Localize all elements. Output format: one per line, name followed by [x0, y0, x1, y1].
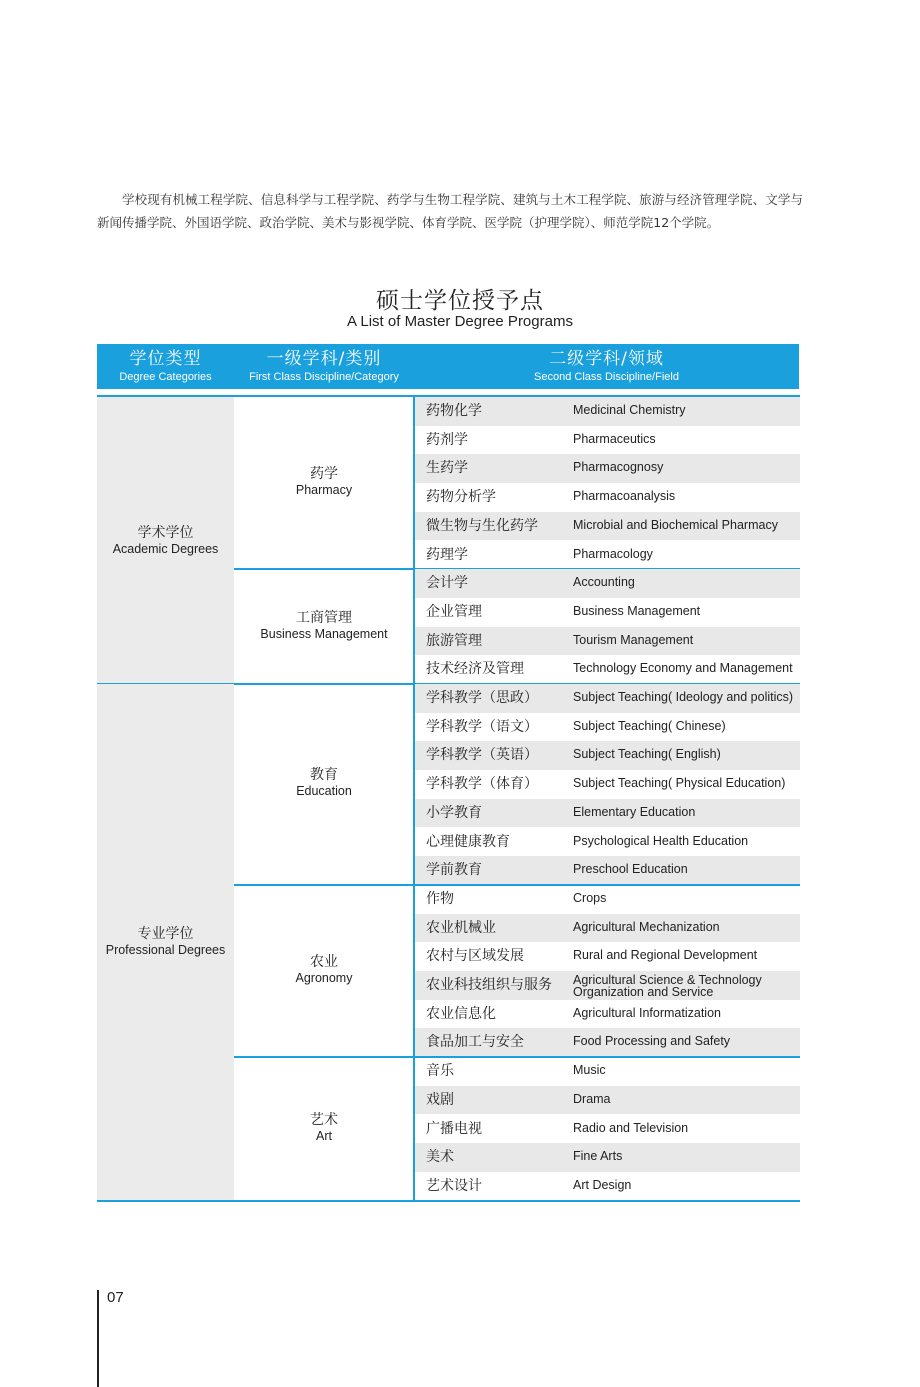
table-row	[414, 512, 800, 541]
table-row	[414, 741, 800, 770]
field-name-en: Tourism Management	[573, 632, 694, 647]
field-name-zh: 药物化学	[426, 403, 482, 419]
field-name-zh: 学科教学（思政）	[426, 690, 538, 706]
field-name-en: Microbial and Biochemical Pharmacy	[573, 517, 778, 532]
table-row	[414, 1143, 800, 1172]
field-name-zh: 学科教学（体育）	[426, 776, 538, 793]
discipline-label-en: Education	[296, 784, 352, 799]
table-row	[414, 1172, 800, 1201]
field-name-en: Drama	[573, 1091, 611, 1106]
table-row	[414, 1028, 800, 1057]
degree-label	[97, 926, 234, 958]
field-name-zh: 会计学	[426, 575, 468, 592]
field-name-zh: 药剂学	[426, 431, 468, 448]
field-name-en: Subject Teaching( English)	[573, 747, 721, 762]
programs-table	[97, 389, 800, 1208]
field-name-en: Subject Teaching( Chinese)	[573, 718, 726, 733]
field-name-zh: 农村与区域发展	[426, 948, 524, 965]
header-col3-zh: 二级学科/领域	[549, 349, 664, 369]
field-name-en: Preschool Education	[573, 862, 688, 877]
field-name-zh: 广播电视	[426, 1120, 482, 1137]
field-name-zh: 学前教育	[426, 862, 482, 879]
discipline-label	[234, 1112, 414, 1144]
field-name-en: Agricultural Informatization	[573, 1005, 721, 1020]
table-row	[414, 856, 800, 885]
table-row	[414, 914, 800, 943]
field-name-zh: 戏剧	[426, 1091, 454, 1108]
discipline-label-en: Art	[316, 1128, 332, 1143]
table-row	[414, 541, 800, 570]
discipline-label-zh: 教育	[310, 767, 338, 784]
degree-divider	[97, 1200, 800, 1202]
field-name-en: Rural and Regional Development	[573, 948, 758, 963]
discipline-label-zh: 艺术	[310, 1111, 338, 1128]
table-row	[414, 483, 800, 512]
field-name-zh: 农业机械业	[426, 919, 496, 936]
page-number: 07	[107, 1289, 124, 1306]
field-name-zh: 企业管理	[426, 603, 482, 620]
field-name-en: Business Management	[573, 603, 701, 618]
field-name-en: Technology Economy and Management	[573, 661, 793, 676]
table-row	[414, 770, 800, 799]
table-row	[414, 655, 800, 684]
header-degree-categories	[97, 344, 234, 389]
header-second-class	[414, 344, 799, 389]
field-name-en: Crops	[573, 890, 607, 905]
field-name-zh: 音乐	[426, 1063, 454, 1080]
discipline-label-en: Business Management	[260, 626, 388, 641]
field-name-zh: 药理学	[426, 546, 468, 563]
table-row	[414, 684, 800, 713]
table-row	[414, 1086, 800, 1115]
header-col1-en: Degree Categories	[119, 371, 212, 383]
table-row	[414, 1057, 800, 1086]
header-first-class	[234, 344, 414, 389]
field-name-zh: 技术经济及管理	[426, 661, 524, 678]
field-name-en: Food Processing and Safety	[573, 1034, 731, 1049]
degree-label	[97, 525, 234, 557]
field-name-zh: 食品加工与安全	[426, 1034, 524, 1051]
field-name-en: Fine Arts	[573, 1149, 623, 1164]
column-divider	[413, 397, 415, 1201]
field-name-en: Psychological Health Education	[573, 833, 749, 848]
field-name-en: Radio and Television	[573, 1120, 689, 1135]
table-row	[414, 942, 800, 971]
field-name-zh: 美术	[426, 1149, 454, 1166]
field-name-en: Agricultural Science & Technology Organization and Service	[573, 973, 762, 999]
field-name-en: Pharmacology	[573, 546, 653, 561]
header-col1-zh: 学位类型	[129, 349, 202, 369]
table-row	[414, 627, 800, 656]
field-name-en: Pharmacognosy	[573, 460, 664, 475]
table-row	[414, 454, 800, 483]
table-row	[414, 1115, 800, 1144]
field-name-en: Medicinal Chemistry	[573, 403, 686, 417]
field-name-en: Music	[573, 1063, 606, 1078]
field-name-zh: 小学教育	[426, 804, 482, 821]
discipline-label	[234, 767, 414, 799]
field-name-zh: 农业科技组织与服务	[426, 977, 552, 993]
field-name-zh: 作物	[426, 890, 454, 907]
discipline-label-zh: 工商管理	[296, 609, 352, 626]
degree-label-en: Professional Degrees	[105, 943, 226, 958]
field-name-zh: 艺术设计	[426, 1177, 482, 1194]
table-row	[414, 971, 800, 1000]
table-row	[414, 885, 800, 914]
header-col2-en: First Class Discipline/Category	[249, 371, 399, 383]
field-name-zh: 生药学	[426, 460, 468, 477]
field-name-en: Art Design	[573, 1177, 632, 1192]
field-name-en: Pharmaceutics	[573, 431, 656, 446]
field-name-zh: 微生物与生化药学	[426, 517, 538, 534]
discipline-label	[234, 610, 414, 642]
degree-label-zh: 学术学位	[137, 524, 194, 541]
field-name-zh: 学科教学（英语）	[426, 747, 538, 764]
discipline-label	[234, 954, 414, 986]
field-name-en: Pharmacoanalysis	[573, 489, 676, 504]
table-row	[414, 1000, 800, 1029]
page-title-zh: 硕士学位授予点	[376, 288, 544, 314]
discipline-label-zh: 药学	[310, 466, 338, 483]
table-header	[97, 344, 799, 389]
degree-label-en: Academic Degrees	[112, 541, 219, 556]
page-title-en: A List of Master Degree Programs	[347, 313, 573, 330]
field-name-zh: 旅游管理	[426, 632, 482, 649]
discipline-label-en: Agronomy	[295, 971, 353, 985]
discipline-label-zh: 农业	[310, 954, 338, 970]
field-name-zh: 农业信息化	[426, 1005, 496, 1022]
field-name-en: Subject Teaching( Ideology and politics)	[573, 690, 794, 704]
table-row	[414, 397, 800, 426]
field-name-en: Accounting	[573, 575, 635, 590]
discipline-label	[234, 466, 414, 498]
discipline-label-en: Pharmacy	[295, 483, 353, 498]
degree-label-zh: 专业学位	[137, 926, 194, 943]
table-row	[414, 828, 800, 857]
table-row	[414, 713, 800, 742]
field-name-en: Elementary Education	[573, 804, 696, 819]
table-row	[414, 569, 800, 598]
table-row	[414, 426, 800, 455]
field-name-en: Agricultural Mechanization	[573, 919, 720, 934]
intro-paragraph: 学校现有机械工程学院、信息科学与工程学院、药学与生物工程学院、建筑与土木工程学院、旅游与经济管理学院、文学与新闻传播学院、外国语学院、政治学院、美术与影视学院、体育学院、医学院（护理学院）、师范学院12个学院。	[97, 192, 803, 230]
page-margin-rule	[97, 1290, 99, 1387]
header-col3-en: Second Class Discipline/Field	[534, 371, 679, 383]
field-name-zh: 药物分析学	[426, 489, 496, 506]
table-row	[414, 799, 800, 828]
field-name-zh: 学科教学（语文）	[426, 718, 538, 735]
header-col2-zh: 一级学科/类别	[266, 349, 382, 369]
field-name-zh: 心理健康教育	[426, 833, 510, 850]
table-row	[414, 598, 800, 627]
field-name-en: Subject Teaching( Physical Education)	[573, 776, 786, 791]
